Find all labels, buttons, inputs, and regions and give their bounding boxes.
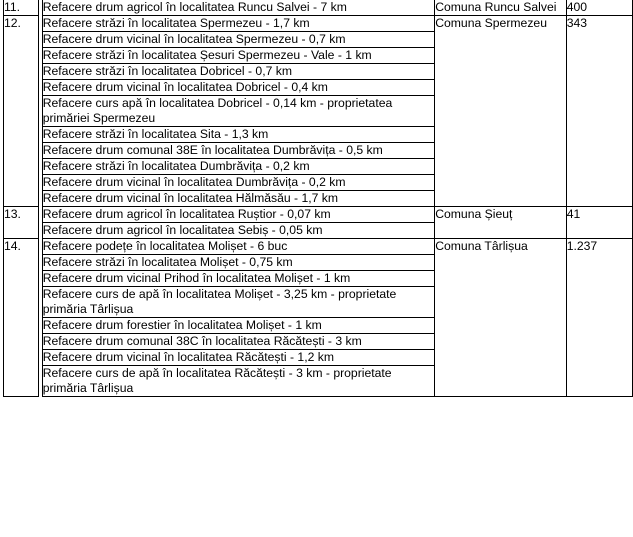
item-number: 14. xyxy=(4,239,39,397)
activity-description: Refacere străzi în localitatea Spermezeu - 1,7 km xyxy=(42,16,434,32)
activity-description: Refacere drum comunal 38C în localitatea Răcătești - 3 km xyxy=(42,334,434,350)
activity-description: Refacere drum vicinal în localitatea Spermezeu - 0,7 km xyxy=(42,32,434,48)
table-row xyxy=(4,207,633,223)
item-number: 11. xyxy=(4,0,39,16)
activity-description: Refacere curs apă în localitatea Dobricel - 0,14 km - proprietatea primăriei Spermezeu xyxy=(42,96,434,127)
activity-description: Refacere drum agricol în localitatea Ruștior - 0,07 km xyxy=(42,207,434,223)
commune-name: Comuna Târlișua xyxy=(435,239,567,397)
amount-value: 41 xyxy=(566,207,632,239)
activity-description: Refacere curs de apă în localitatea Răcătești - 3 km - proprietate primăria Târlișua xyxy=(42,366,434,397)
amount-value: 400 xyxy=(566,0,632,16)
commune-name: Comuna Runcu Salvei xyxy=(435,0,567,16)
activity-description: Refacere drum agricol în localitatea Sebiș - 0,05 km xyxy=(42,223,434,239)
table-row xyxy=(4,16,633,32)
activity-description: Refacere drum agricol în localitatea Runcu Salvei - 7 km xyxy=(42,0,434,16)
activity-description: Refacere drum vicinal Prihod în localitatea Molișet - 1 km xyxy=(42,271,434,287)
item-number: 12. xyxy=(4,16,39,207)
item-number: 13. xyxy=(4,207,39,239)
activity-description: Refacere străzi în localitatea Sita - 1,3 km xyxy=(42,127,434,143)
table-row xyxy=(4,239,633,255)
activity-description: Refacere drum comunal 38E în localitatea Dumbrăvița - 0,5 km xyxy=(42,143,434,159)
activity-description: Refacere podețe în localitatea Molișet - 6 buc xyxy=(42,239,434,255)
activity-description: Refacere drum vicinal în localitatea Dobricel - 0,4 km xyxy=(42,80,434,96)
activity-description: Refacere străzi în localitatea Dumbrăvița - 0,2 km xyxy=(42,159,434,175)
commune-name: Comuna Șieuț xyxy=(435,207,567,239)
amount-value: 343 xyxy=(566,16,632,207)
activity-description: Refacere străzi în localitatea Șesuri Spermezeu - Vale - 1 km xyxy=(42,48,434,64)
activity-description: Refacere drum forestier în localitatea Molișet - 1 km xyxy=(42,318,434,334)
activity-description: Refacere drum vicinal în localitatea Dumbrăvița - 0,2 km xyxy=(42,175,434,191)
works-table xyxy=(3,0,633,397)
activity-description: Refacere curs de apă în localitatea Molișet - 3,25 km - proprietate primăria Târlișua xyxy=(42,287,434,318)
works-table-body xyxy=(4,0,633,397)
activity-description: Refacere drum vicinal în localitatea Răcătești - 1,2 km xyxy=(42,350,434,366)
activity-description: Refacere străzi în localitatea Molișet - 0,75 km xyxy=(42,255,434,271)
table-row xyxy=(4,0,633,16)
activity-description: Refacere drum vicinal în localitatea Hălmăsău - 1,7 km xyxy=(42,191,434,207)
activity-description: Refacere străzi în localitatea Dobricel - 0,7 km xyxy=(42,64,434,80)
commune-name: Comuna Spermezeu xyxy=(435,16,567,207)
amount-value: 1.237 xyxy=(566,239,632,397)
